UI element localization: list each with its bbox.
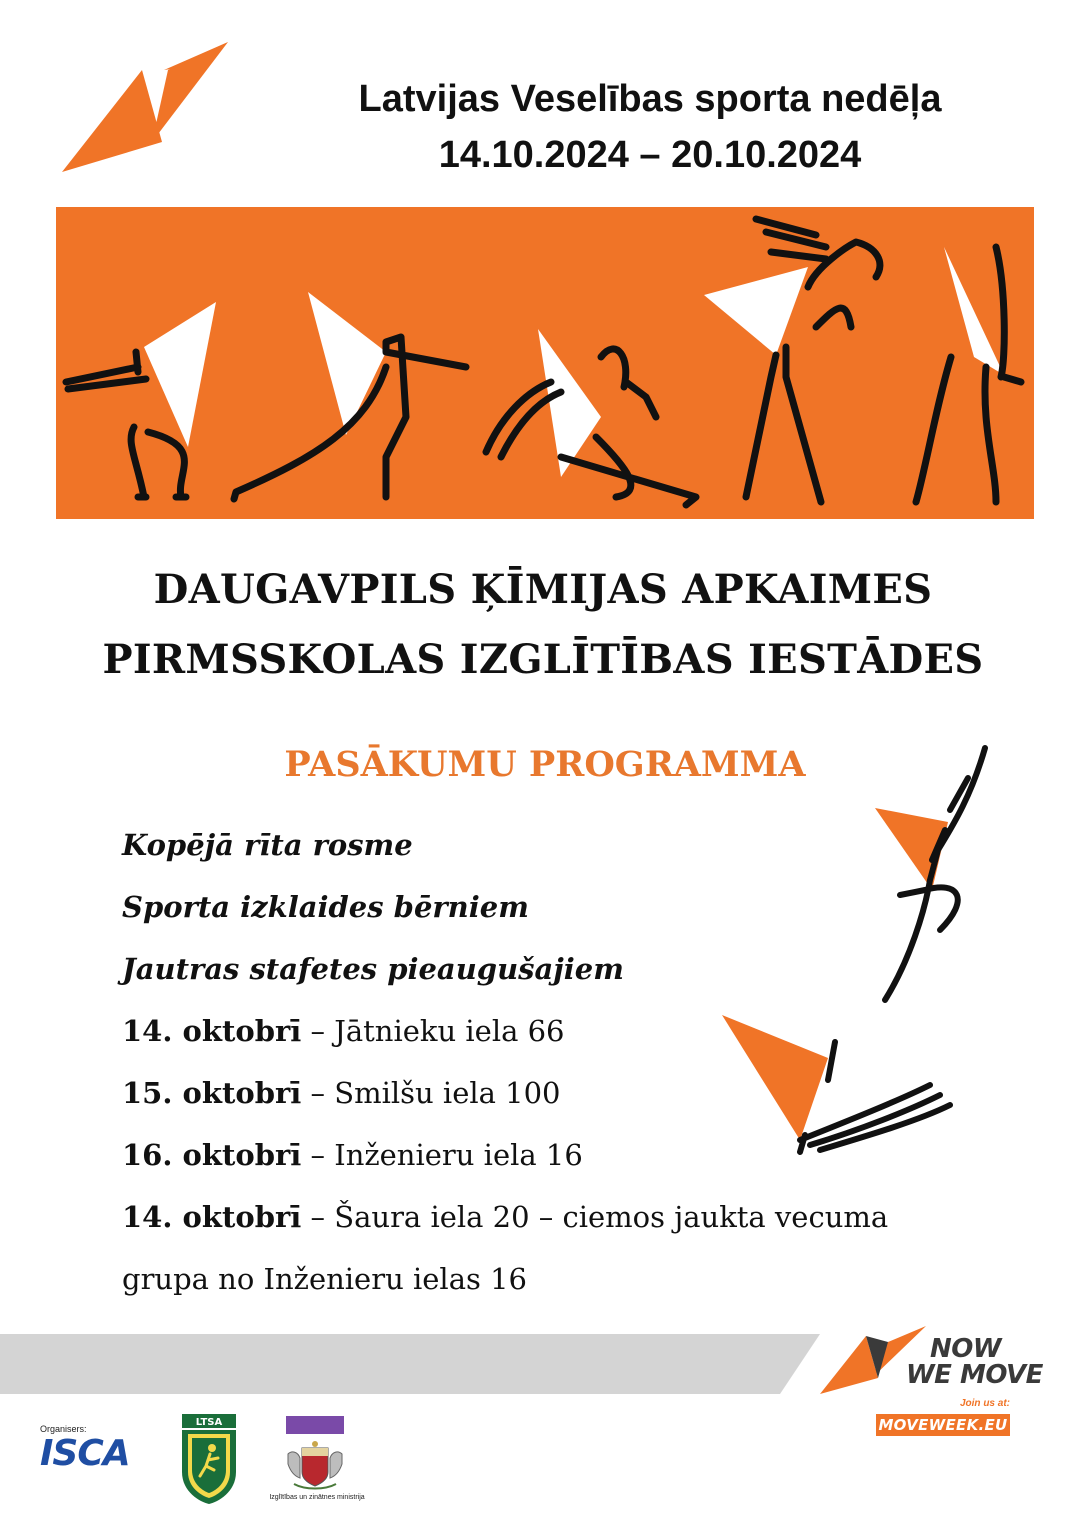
schedule-item (122, 1076, 561, 1110)
schedule-item-continuation: grupa no Inženieru ielas 16 (122, 1262, 527, 1296)
schedule-item (122, 1138, 583, 1172)
schedule-day: 15. oktobrī (122, 1076, 302, 1110)
activity-item: Jautras stafetes pieaugušajiem (122, 952, 624, 986)
svg-text:LTSA: LTSA (195, 1417, 223, 1428)
nwm-join-text: Join us at: (959, 1398, 1010, 1409)
isca-logo: ISCA (40, 1433, 130, 1474)
moveweek-url-badge: MOVEWEEK.EU (876, 1414, 1010, 1436)
schedule-day: 14. oktobrī (122, 1200, 302, 1234)
institution-line2: PIRMSSKOLAS IZGLĪTĪBAS IESTĀDES (102, 636, 984, 683)
activity-item: Kopējā rīta rosme (122, 828, 413, 862)
schedule-day: 14. oktobrī (122, 1014, 302, 1048)
schedule-place: – Šaura iela 20 – ciemos jaukta vecuma (301, 1200, 889, 1234)
schedule-item (122, 1200, 888, 1234)
ltsa-shield-logo-icon (178, 1412, 240, 1506)
ministry-coat-of-arms-icon (280, 1414, 350, 1492)
institution-line1: DAUGAVPILS ĶĪMIJAS APKAIMES (153, 566, 933, 613)
schedule-item (122, 1014, 565, 1048)
moveweek-logo-icon (60, 40, 230, 175)
schedule-place: – Jātnieku iela 66 (301, 1014, 565, 1048)
schedule-place: – Smilšu iela 100 (301, 1076, 561, 1110)
schedule-day: 16. oktobrī (122, 1138, 302, 1172)
organisers-label: Organisers: (40, 1424, 87, 1434)
header-dates: 14.10.2024 – 20.10.2024 (438, 134, 862, 176)
header-title: Latvijas Veselības sporta nedēļa (358, 78, 942, 120)
schedule-place: – Inženieru iela 16 (301, 1138, 583, 1172)
nwm-we-move-text: WE MOVE (906, 1360, 1043, 1390)
nwm-now-text: NOW (930, 1334, 1002, 1364)
stick-figure-illustration (700, 740, 1020, 1160)
program-heading: PASĀKUMU PROGRAMMA (284, 744, 806, 785)
ministry-name: Izglītības un zinātnes ministrija (269, 1494, 365, 1501)
banner-illustration (56, 207, 1034, 519)
activity-item: Sporta izklaides bērniem (122, 890, 529, 924)
